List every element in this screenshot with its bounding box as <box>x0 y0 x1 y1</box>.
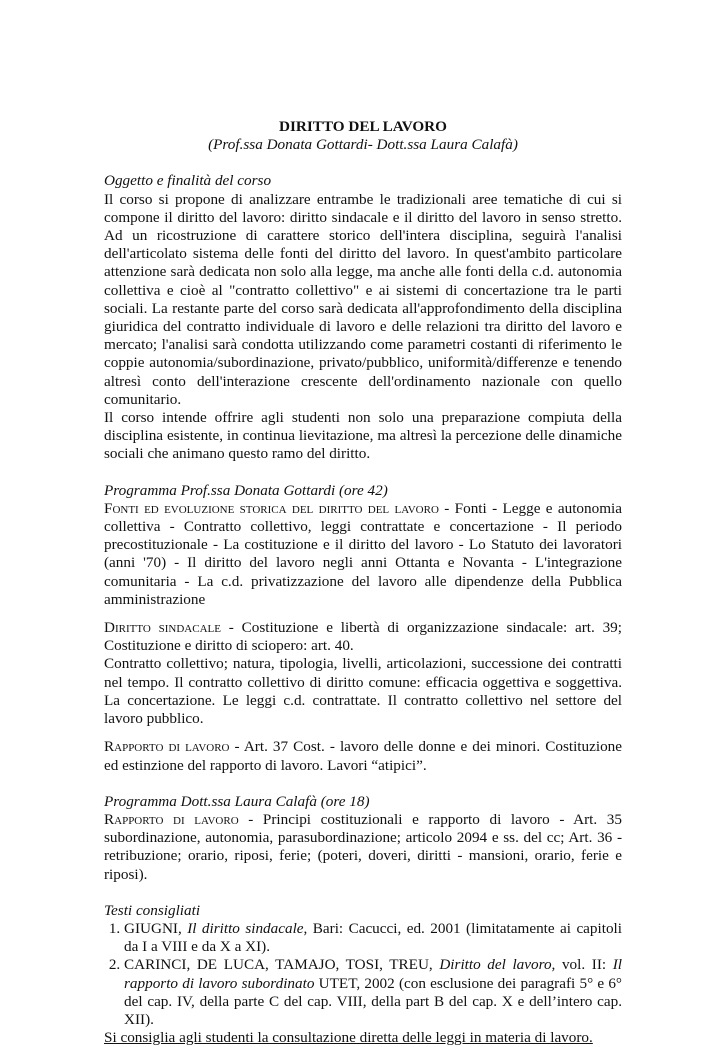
block-text-calafa: - Principi costituzionali e rapporto di lavoro - Art. 35 subordinazione, autonomia, parasubordinazione; articolo 2094 e ss. del cc; Art. 36 - retribuzione; orario, riposi, ferie; (poteri, doveri, diritti - mansioni, orario, ferie e riposi). <box>104 810 622 883</box>
section-heading-texts: Testi consigliati <box>104 901 201 919</box>
section-heading-program-calafa: Programma Dott.ssa Laura Calafà (ore 18) <box>104 792 370 810</box>
section-heading-objectives: Oggetto e finalità del corso <box>104 172 272 190</box>
document-title: DIRITTO DEL LAVORO <box>279 118 447 135</box>
objectives-paragraph-2: Il corso intende offrire agli studenti non solo una preparazione compiuta della disciplina esistente, in continua lievitazione, ma altresì la percezione delle dinamiche sociali che animano questo ramo del diritto. <box>104 409 622 463</box>
list-item: 2. CARINCI, DE LUCA, TAMAJO, TOSI, TREU, Diritto del lavoro, vol. II: Il rapporto di lavoro subordinato UTET, 2002 (con esclusione dei paragrafi 5° e 6° del cap. IV, della parte C del cap. VIII, della part B del cap. X e dell’intero cap. XII). <box>124 956 622 1029</box>
block-lead-rapporto: Rapporto di lavoro <box>104 738 230 756</box>
block-text-fonti: - Fonti - Legge e autonomia collettiva - Contratto collettivo, leggi contrattate e concertazione - Il periodo precostituzionale - La costituzione e il diritto del lavoro - Lo Statuto dei lavoratori (anni '70) - Il diritto del lavoro negli anni Ottanta e Novanta - L'integrazione comunitaria - La c.d. privatizzazione del lavoro alle dipendenze della Pubblica amministrazione <box>104 499 622 608</box>
block-lead-sindacale: Diritto sindacale <box>104 619 221 637</box>
section-heading-program-gottardi: Programma Prof.ssa Donata Gottardi (ore 42) <box>104 481 388 499</box>
program-block-contratto: Contratto collettivo; natura, tipologia, livelli, articolazioni, successione dei contratti nel tempo. Il contratto collettivo di diritto comune: efficacia oggettiva e soggettiva. La concertazione. Le leggi c.d. contrattate. Il contratto collettivo nel settore del lavoro pubblico. <box>104 655 622 728</box>
law-consultation-note: Si consiglia agli studenti la consultazione diretta delle leggi in materia di lavoro. <box>104 1029 593 1047</box>
block-text-rapporto: - Art. 37 Cost. - lavoro delle donne e dei minori. Costituzione ed estinzione del rapporto di lavoro. Lavori “atipici”. <box>104 738 623 774</box>
recommended-texts-list <box>104 920 622 1029</box>
block-lead-calafa: Rapporto di lavoro <box>104 810 239 828</box>
program-block-calafa <box>104 811 622 884</box>
program-block-rapporto <box>104 738 622 774</box>
list-item: 1. GIUGNI, Il diritto sindacale, Bari: Cacucci, ed. 2001 (limitatamente ai capitoli da I a VIII e da X a XI). <box>124 920 622 956</box>
block-text-sindacale: - Costituzione e libertà di organizzazione sindacale: art. 39; Costituzione e diritto di sciopero: art. 40. <box>104 619 622 655</box>
program-block-sindacale <box>104 619 622 655</box>
objectives-paragraph-1: Il corso si propone di analizzare entrambe le tradizionali aree tematiche di cui si compone il diritto del lavoro: diritto sindacale e il diritto del lavoro in senso stretto. Ad un ricostruzione di carattere storico dell'intera disciplina, seguirà l'analisi dell'articolato sistema delle fonti del diritto del lavoro. In quest'ambito particolare attenzione sarà dedicata non solo alla legge, ma anche alle fonti della c.d. autonomia collettiva e cioè al "contratto collettivo" e ai sistemi di concertazione tra le parti sociali. La restante parte del corso sarà dedicata all'approfondimento della disciplina giuridica del contratto individuale di lavoro e delle relazioni tra diritto del lavoro e mercato; l'analisi sarà condotta utilizzando come parametri costanti di riferimento le coppie autonomia/subordinazione, privato/pubblico, uniformità/differenze e tenendo altresì conto dell'interazione crescente dell'ordinamento nazionale con quello comunitario. <box>104 190 622 408</box>
program-block-fonti <box>104 500 622 609</box>
document-subtitle: (Prof.ssa Donata Gottardi- Dott.ssa Laura Calafà) <box>208 136 518 154</box>
block-lead-fonti: Fonti ed evoluzione storica del diritto del lavoro <box>104 499 439 517</box>
